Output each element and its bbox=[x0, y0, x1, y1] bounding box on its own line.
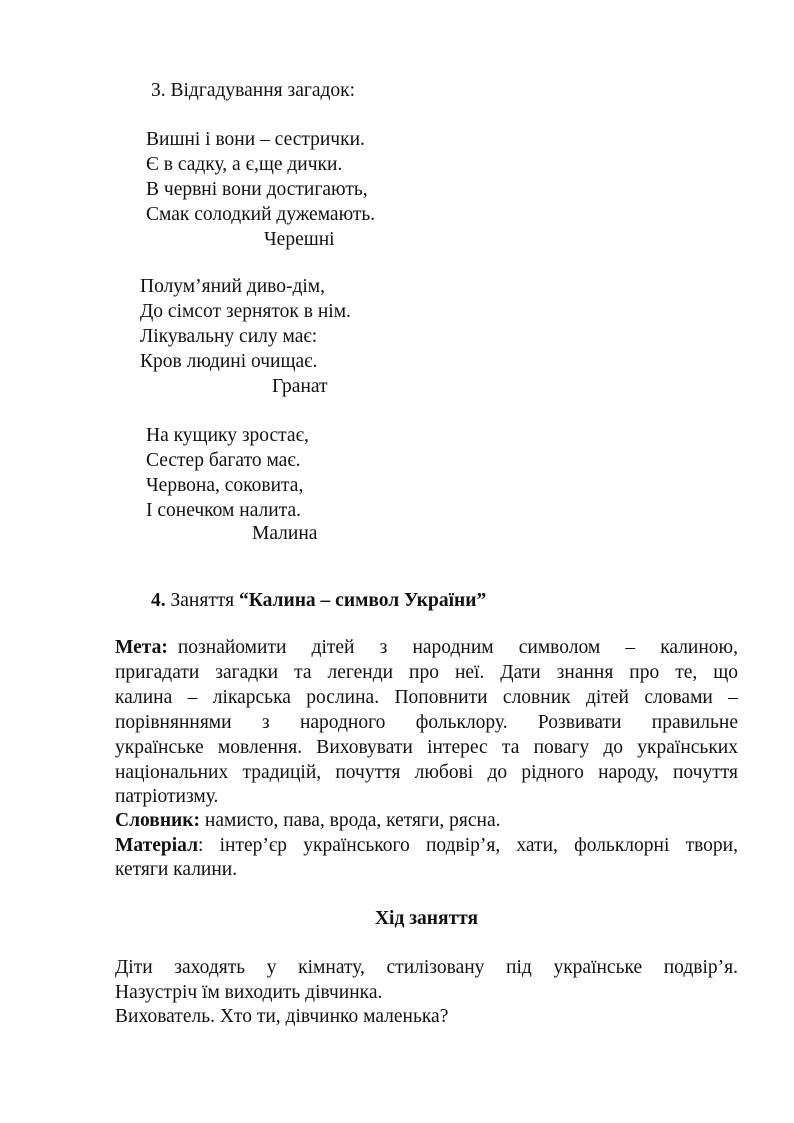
goal-first-line bbox=[115, 638, 738, 658]
riddle-line: На кущику зростає, bbox=[146, 425, 309, 446]
course-line: Назустріч їм виходить дівчинка. bbox=[115, 982, 383, 1003]
course-line: Вихователь. Хто ти, дівчинко маленька? bbox=[115, 1006, 449, 1027]
riddle-line: І сонечком налита. bbox=[146, 500, 301, 521]
material-first-line bbox=[115, 836, 738, 856]
riddle-line: Кров людині очищає. bbox=[140, 351, 318, 372]
course-line: Діти заходять у кімнату, стилізовану під українське подвір’я. bbox=[115, 957, 738, 978]
section-4-prefix: Заняття bbox=[170, 590, 235, 611]
vocabulary-label: Словник: bbox=[115, 810, 201, 831]
riddle-line: До сімсот зерняток в нім. bbox=[140, 301, 351, 322]
riddle-line: Полум’яний диво-дім, bbox=[140, 276, 326, 297]
goal-line: національних традицій, почуття любові до рідного народу, почуття bbox=[115, 762, 738, 783]
riddle-line: Є в садку, а є,ще дички. bbox=[146, 154, 343, 175]
vocabulary-text: намисто, пава, врода, кетяги, рясна. bbox=[204, 810, 501, 831]
goal-line: познайомити дітей з народним символом – калиною, bbox=[177, 637, 738, 658]
vocabulary-line bbox=[115, 811, 501, 831]
goal-line: калина – лікарська рослина. Поповнити словник дітей словами – bbox=[115, 687, 738, 708]
riddle-answer: Черешні bbox=[264, 229, 335, 250]
riddle-line: Вишні і вони – сестрички. bbox=[146, 129, 365, 150]
course-heading: Хід заняття bbox=[374, 908, 479, 929]
goal-line: порівняннями з народного фольклору. Розвивати правильне bbox=[115, 712, 738, 733]
riddle-line: Сестер багато має. bbox=[146, 450, 301, 471]
goal-line: пригадати загадки та легенди про неї. Дати знання про те, що bbox=[115, 662, 738, 683]
goal-label: Мета: bbox=[115, 637, 168, 658]
material-label: Матеріал bbox=[115, 835, 199, 856]
goal-line: патріотизму. bbox=[115, 786, 219, 807]
riddle-line: В червні вони достигають, bbox=[146, 179, 368, 200]
material-line: кетяги калини. bbox=[115, 859, 238, 880]
riddle-line: Смак солодкий дужемають. bbox=[146, 204, 376, 225]
riddle-line: Червона, соковита, bbox=[146, 475, 304, 496]
section-4-title: “Калина – символ України” bbox=[238, 590, 487, 611]
section-3-heading: 3. Відгадування загадок: bbox=[151, 80, 356, 101]
riddle-answer: Малина bbox=[252, 523, 318, 544]
riddle-line: Лікувальну силу має: bbox=[140, 326, 318, 347]
section-4-heading bbox=[151, 591, 486, 611]
riddle-answer: Гранат bbox=[272, 376, 328, 397]
section-4-number: 4. bbox=[151, 590, 166, 611]
goal-line: українське мовлення. Виховувати інтерес та повагу до українських bbox=[115, 737, 738, 758]
material-line: : інтер’єр українського подвір’я, хати, фольклорні твори, bbox=[198, 835, 738, 856]
